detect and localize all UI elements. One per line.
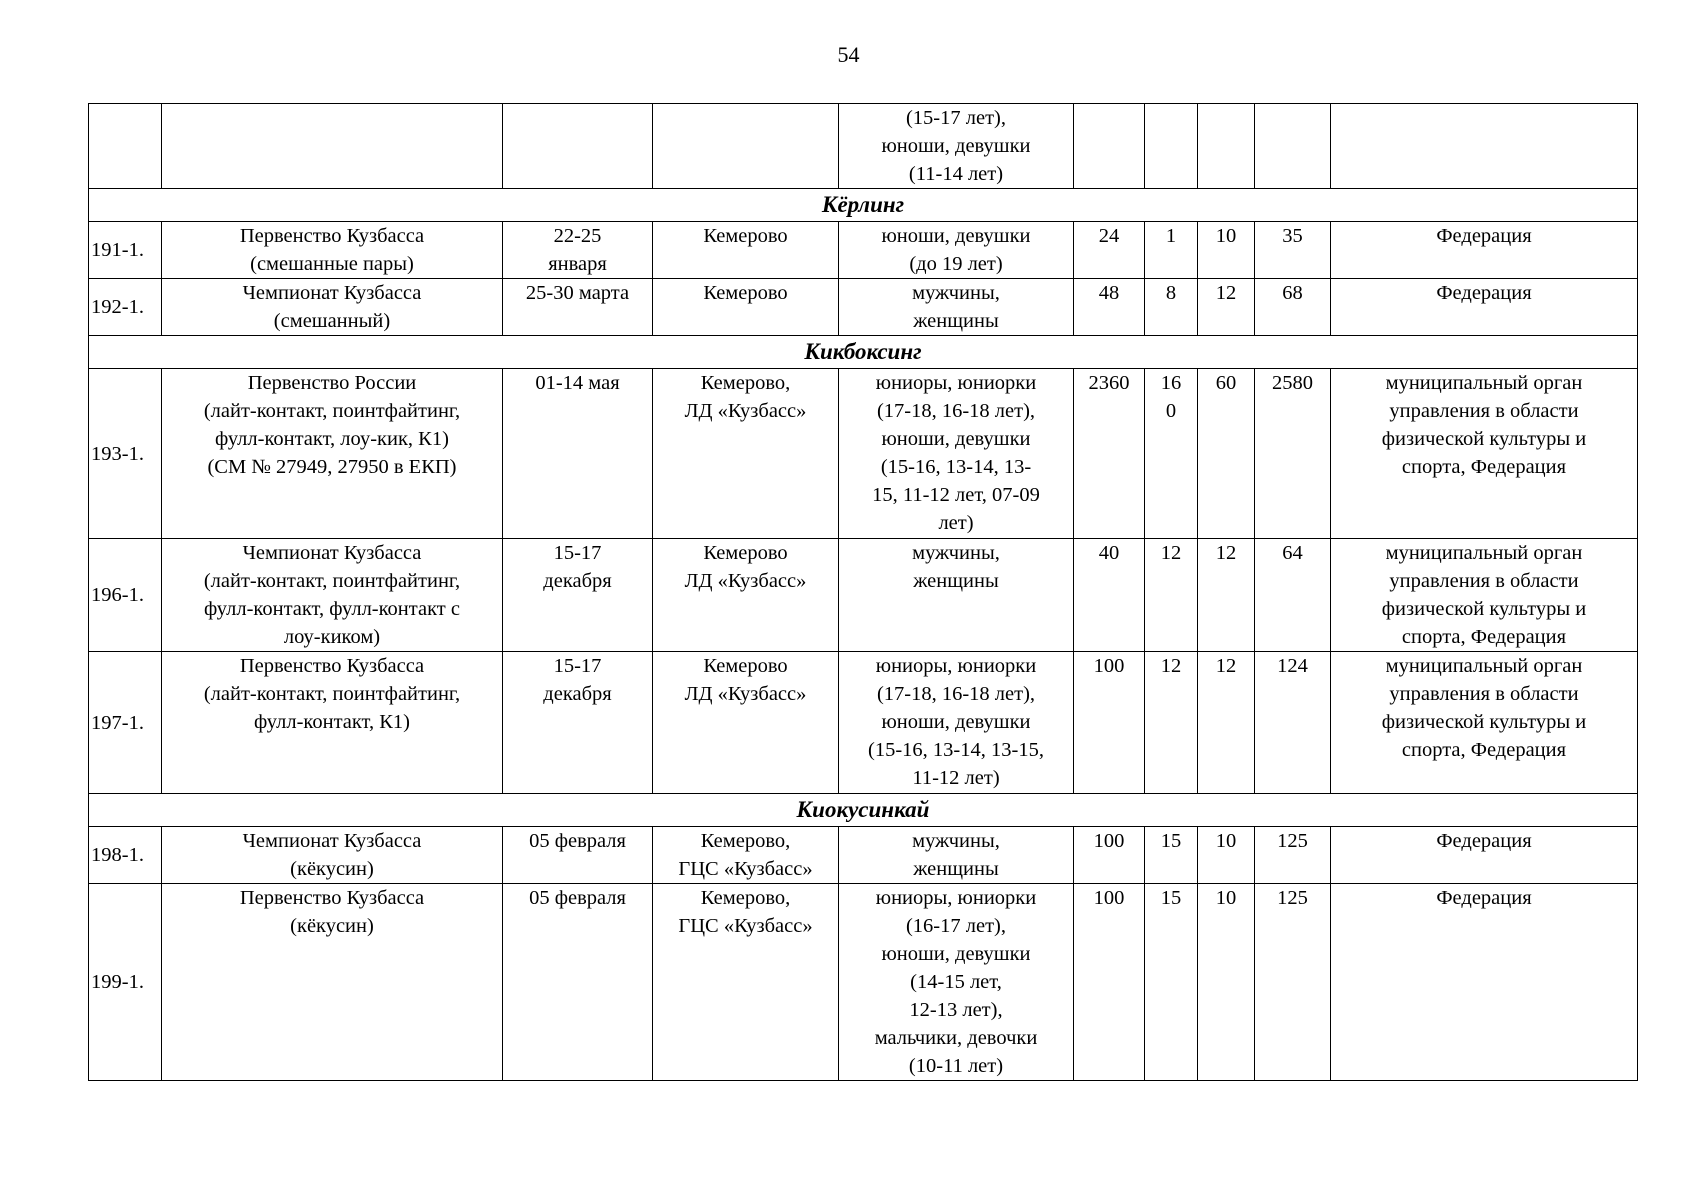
cell-count-1: 100 (1074, 652, 1145, 794)
cell-count-3: 10 (1198, 827, 1255, 884)
cell-date: 05 февраля (503, 827, 653, 884)
cell-organizer (1331, 104, 1638, 189)
cell-count-2: 15 (1145, 884, 1198, 1081)
cell-count-3: 10 (1198, 884, 1255, 1081)
cell-date: 22-25 января (503, 222, 653, 279)
cell-number: 196-1. (89, 539, 162, 652)
section-row (89, 794, 1638, 827)
cell-place: Кемерово ЛД «Кузбасс» (653, 539, 839, 652)
section-row (89, 336, 1638, 369)
cell-count-2 (1145, 104, 1198, 189)
section-title: Кёрлинг (89, 189, 1638, 222)
cell-count-total: 64 (1255, 539, 1331, 652)
cell-event-name: Первенство Кузбасса (смешанные пары) (162, 222, 503, 279)
cell-date: 15-17 декабря (503, 539, 653, 652)
cell-event-name: Первенство России (лайт-контакт, поинтфайтинг, фулл-контакт, лоу-кик, К1) (СМ № 27949, 27950 в ЕКП) (162, 369, 503, 539)
table-row (89, 369, 1638, 539)
cell-number: 191-1. (89, 222, 162, 279)
cell-count-total (1255, 104, 1331, 189)
cell-number: 193-1. (89, 369, 162, 539)
cell-place: Кемерово (653, 222, 839, 279)
cell-participants: мужчины, женщины (839, 827, 1074, 884)
table-row (89, 652, 1638, 794)
cell-number: 192-1. (89, 279, 162, 336)
cell-event-name: Чемпионат Кузбасса (кёкусин) (162, 827, 503, 884)
cell-count-3: 10 (1198, 222, 1255, 279)
section-title: Кикбоксинг (89, 336, 1638, 369)
cell-event-name: Чемпионат Кузбасса (лайт-контакт, поинтфайтинг, фулл-контакт, фулл-контакт с лоу-киком) (162, 539, 503, 652)
cell-participants: мужчины, женщины (839, 279, 1074, 336)
cell-place: Кемерово ЛД «Кузбасс» (653, 652, 839, 794)
table-row (89, 827, 1638, 884)
cell-place: Кемерово, ГЦС «Кузбасс» (653, 827, 839, 884)
cell-count-total: 2580 (1255, 369, 1331, 539)
table-row (89, 539, 1638, 652)
cell-count-1: 24 (1074, 222, 1145, 279)
cell-count-3: 12 (1198, 652, 1255, 794)
cell-organizer: Федерация (1331, 279, 1638, 336)
cell-date: 15-17 декабря (503, 652, 653, 794)
cell-count-1: 2360 (1074, 369, 1145, 539)
cell-event-name: Первенство Кузбасса (лайт-контакт, поинтфайтинг, фулл-контакт, К1) (162, 652, 503, 794)
cell-count-total: 125 (1255, 884, 1331, 1081)
cell-number: 199-1. (89, 884, 162, 1081)
events-table (88, 103, 1638, 1081)
cell-organizer: муниципальный орган управления в области физической культуры и спорта, Федерация (1331, 652, 1638, 794)
cell-count-3: 60 (1198, 369, 1255, 539)
cell-place (653, 104, 839, 189)
cell-number (89, 104, 162, 189)
cell-event-name (162, 104, 503, 189)
cell-participants: (15-17 лет), юноши, девушки (11-14 лет) (839, 104, 1074, 189)
cell-place: Кемерово, ГЦС «Кузбасс» (653, 884, 839, 1081)
cell-count-3: 12 (1198, 279, 1255, 336)
table-row (89, 222, 1638, 279)
cell-count-2: 8 (1145, 279, 1198, 336)
cell-count-2: 15 (1145, 827, 1198, 884)
cell-count-2: 1 (1145, 222, 1198, 279)
cell-date (503, 104, 653, 189)
cell-count-total: 68 (1255, 279, 1331, 336)
cell-count-total: 124 (1255, 652, 1331, 794)
cell-number: 198-1. (89, 827, 162, 884)
cell-participants: юниоры, юниорки (16-17 лет), юноши, девушки (14-15 лет, 12-13 лет), мальчики, девочки (10-11 лет) (839, 884, 1074, 1081)
cell-participants: мужчины, женщины (839, 539, 1074, 652)
cell-organizer: муниципальный орган управления в области физической культуры и спорта, Федерация (1331, 369, 1638, 539)
cell-count-2: 12 (1145, 539, 1198, 652)
cell-count-1: 48 (1074, 279, 1145, 336)
cell-participants: юноши, девушки (до 19 лет) (839, 222, 1074, 279)
cell-organizer: Федерация (1331, 884, 1638, 1081)
cell-event-name: Чемпионат Кузбасса (смешанный) (162, 279, 503, 336)
cell-participants: юниоры, юниорки (17-18, 16-18 лет), юноши, девушки (15-16, 13-14, 13- 15, 11-12 лет, 07-09 лет) (839, 369, 1074, 539)
section-row (89, 189, 1638, 222)
cell-count-2: 12 (1145, 652, 1198, 794)
cell-date: 25-30 марта (503, 279, 653, 336)
cell-number: 197-1. (89, 652, 162, 794)
cell-count-1: 100 (1074, 827, 1145, 884)
cell-participants: юниоры, юниорки (17-18, 16-18 лет), юноши, девушки (15-16, 13-14, 13-15, 11-12 лет) (839, 652, 1074, 794)
page-number: 54 (837, 42, 860, 67)
continuation-row (89, 104, 1638, 189)
cell-organizer: Федерация (1331, 827, 1638, 884)
cell-count-3: 12 (1198, 539, 1255, 652)
cell-count-2: 16 0 (1145, 369, 1198, 539)
cell-place: Кемерово (653, 279, 839, 336)
cell-date: 01-14 мая (503, 369, 653, 539)
cell-organizer: Федерация (1331, 222, 1638, 279)
section-title: Киокусинкай (89, 794, 1638, 827)
cell-place: Кемерово, ЛД «Кузбасс» (653, 369, 839, 539)
table-row (89, 884, 1638, 1081)
cell-count-1: 40 (1074, 539, 1145, 652)
cell-event-name: Первенство Кузбасса (кёкусин) (162, 884, 503, 1081)
cell-date: 05 февраля (503, 884, 653, 1081)
cell-count-1 (1074, 104, 1145, 189)
table-row (89, 279, 1638, 336)
cell-count-total: 125 (1255, 827, 1331, 884)
table-body (89, 104, 1638, 1081)
cell-count-1: 100 (1074, 884, 1145, 1081)
cell-organizer: муниципальный орган управления в области физической культуры и спорта, Федерация (1331, 539, 1638, 652)
cell-count-total: 35 (1255, 222, 1331, 279)
cell-count-3 (1198, 104, 1255, 189)
